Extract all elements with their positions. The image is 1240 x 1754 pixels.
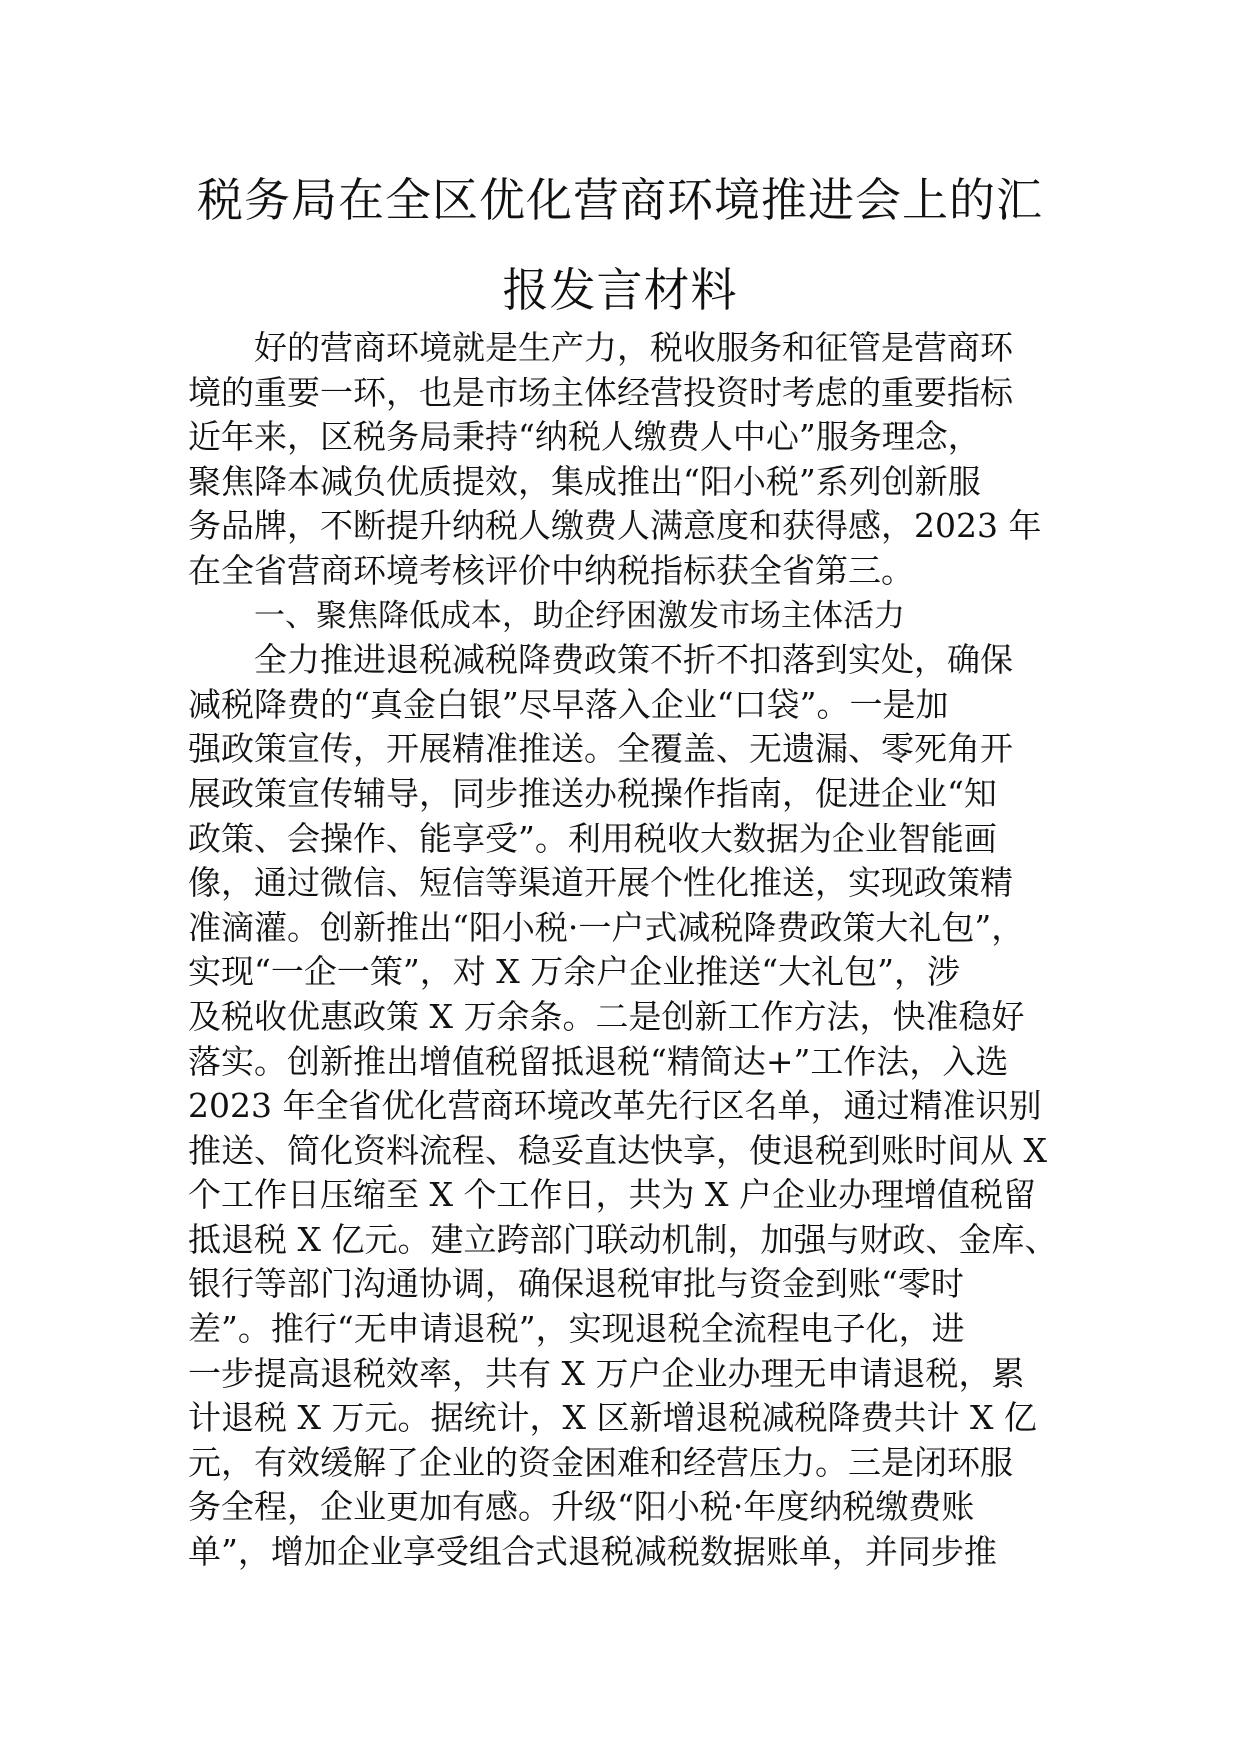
paragraph-line: 推送、简化资料流程、稳妥直达快享，使退税到账时间从 X: [188, 1130, 1047, 1170]
paragraph-line: 实现“一企一策”，对 X 万余户企业推送“大礼包”，涉: [188, 952, 960, 992]
paragraph-line: 务品牌，不断提升纳税人缴费人满意度和获得感，2023 年: [188, 506, 1042, 546]
paragraph-line: 准滴灌。创新推出“阳小税·一户式减税降费政策大礼包”，: [188, 907, 1025, 947]
paragraph-line: 聚焦降本减负优质提效，集成推出“阳小税”系列创新服: [188, 461, 981, 501]
paragraph-line: 在全省营商环境考核评价中纳税指标获全省第三。: [188, 550, 914, 590]
document-body: [188, 326, 1058, 1575]
paragraph-line: 差”。推行“无申请退税”，实现退税全流程电子化，进: [188, 1309, 965, 1349]
paragraph-line: 落实。创新推出增值税留抵退税“精简达+”工作法，入选: [188, 1041, 1009, 1081]
paragraph-line: 个工作日压缩至 X 个工作日，共为 X 户企业办理增值税留: [188, 1175, 1036, 1215]
paragraph-line: 强政策宣传，开展精准推送。全覆盖、无遗漏、零死角开: [188, 729, 1013, 769]
paragraph-line: 抵退税 X 亿元。建立跨部门联动机制，加强与财政、金库、: [188, 1219, 1058, 1259]
paragraph-line: 银行等部门沟通协调，确保退税审批与资金到账“零时: [188, 1264, 964, 1304]
paragraph-line: 及税收优惠政策 X 万余条。二是创新工作方法，快准稳好: [188, 996, 1025, 1036]
paragraph-line: 减税降费的“真金白银”尽早落入企业“口袋”。一是加: [188, 684, 949, 724]
paragraph-line: 像，通过微信、短信等渠道开展个性化推送，实现政策精: [188, 863, 1013, 903]
paragraph-line: 境的重要一环，也是市场主体经营投资时考虑的重要指标: [188, 372, 1013, 412]
paragraph-line: 2023 年全省优化营商环境改革先行区名单，通过精准识别: [188, 1086, 1042, 1126]
document-title-line-1: 税务局在全区优化营商环境推进会上的汇: [197, 173, 1043, 227]
section-heading-line: 一、聚焦降低成本，助企纾困激发市场主体活力: [254, 597, 905, 634]
paragraph-line: 单”，增加企业享受组合式退税减税数据账单，并同步推: [188, 1532, 997, 1572]
paragraph-line: 近年来，区税务局秉持“纳税人缴费人中心”服务理念，: [188, 417, 981, 457]
paragraph-line: 元，有效缓解了企业的资金困难和经营压力。三是闭环服: [188, 1442, 1013, 1482]
paragraph-line: 展政策宣传辅导，同步推送办税操作指南，促进企业“知: [188, 773, 997, 813]
paragraph-line: 务全程，企业更加有感。升级“阳小税·年度纳税缴费账: [188, 1487, 975, 1527]
paragraph-line: 政策、会操作、能享受”。利用税收大数据为企业智能画: [188, 818, 997, 858]
paragraph-line: 计退税 X 万元。据统计，X 区新增退税减税降费共计 X 亿: [188, 1398, 1037, 1438]
paragraph-line: 好的营商环境就是生产力，税收服务和征管是营商环: [254, 328, 1013, 367]
paragraph-line: 一步提高退税效率，共有 X 万户企业办理无申请退税，累: [188, 1353, 1025, 1393]
document-title-line-2: 报发言材料: [502, 263, 738, 317]
paragraph-line: 全力推进退税减税降费政策不折不扣落到实处，确保: [254, 640, 1013, 680]
